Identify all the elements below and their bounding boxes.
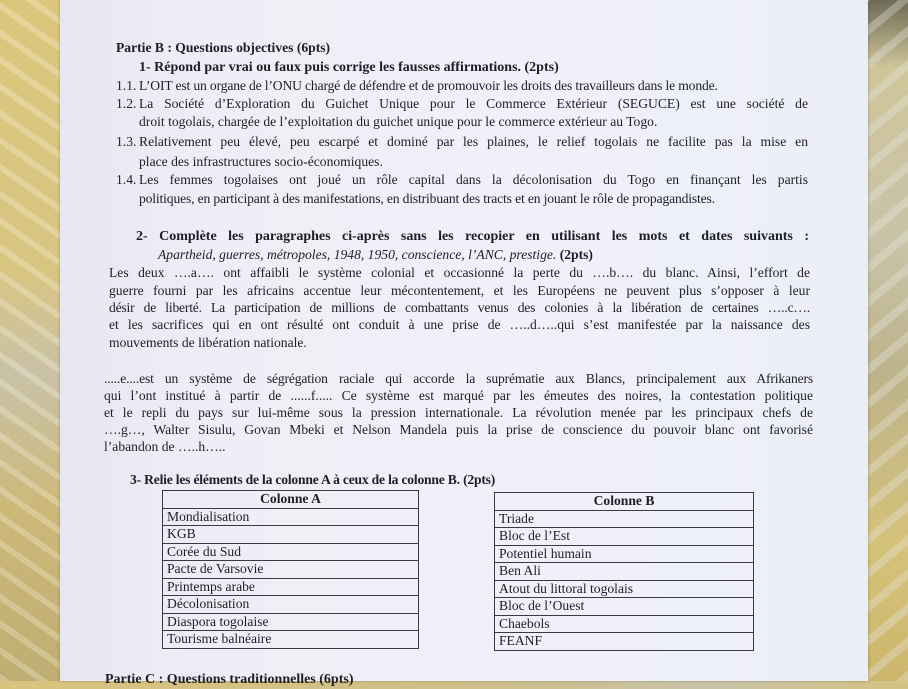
fabric-background-right <box>866 0 908 681</box>
partie-b-title: Partie B : Questions objectives (6pts) <box>116 40 331 55</box>
q1-heading: 1- Répond par vrai ou faux puis corrige les fausses affirmations. (2pts) <box>139 60 559 75</box>
q2-heading: 2- Complète les paragraphes ci-après sans les recopier en utilisant les mots et dates suivants : <box>136 229 809 244</box>
partie-c-title: Partie C : Questions traditionnelles (6pts) <box>105 672 354 687</box>
column-b-row: Bloc de l’Ouest <box>495 598 754 616</box>
q1-item-number: 1.1. <box>116 78 137 93</box>
q1-item-text: L’OIT est un organe de l’ONU chargé de défendre et de promouvoir les droits des travailleurs dans le monde. <box>139 78 718 93</box>
q2-p2-line: ….g…, Walter Sisulu, Govan Mbeki et Nelson Mandela puis la prise de conscience du pouvoir blanc ont favorisé <box>104 422 813 437</box>
q2-p1-line: guerre fourni par les africains accentue leur mécontentement, et les Européens ne peuvent plus s’opposer à leur <box>109 283 810 298</box>
q2-p1-line: mouvements de libération nationale. <box>109 335 307 350</box>
q2-p1-line: et les sacrifices qui en ont résulté ont conduit à une prise de …..d…..qui s’est manifestée par la naissance des <box>109 317 810 332</box>
q2-points: (2pts) <box>559 247 593 262</box>
column-a-row: Corée du Sud <box>163 543 419 561</box>
q1-item-number: 1.3. <box>116 134 137 149</box>
column-b-row: Atout du littoral togolais <box>495 580 754 598</box>
q2-p2-line: qui l’ont institué à partir de ......f..... Ce système est marqué par les émeutes des noires, la contestation politique <box>104 388 813 403</box>
q1-item-text: Relativement peu élevé, peu escarpé et dominé par les plaines, le relief togolais ne facilite pas la mise en <box>139 134 808 149</box>
column-a-row: KGB <box>163 526 419 544</box>
q2-word-bank-line <box>158 246 593 264</box>
column-b-row: Ben Ali <box>495 563 754 581</box>
column-a-row: Pacte de Varsovie <box>163 561 419 579</box>
fabric-background-left <box>0 0 62 681</box>
q1-item-number: 1.4. <box>116 172 137 187</box>
column-b-row: Chaebols <box>495 615 754 633</box>
q3-heading: 3- Relie les éléments de la colonne A à ceux de la colonne B. (2pts) <box>130 472 496 487</box>
q2-p2-line: l’abandon de …..h….. <box>104 439 226 454</box>
q2-word-bank: Apartheid, guerres, métropoles, 1948, 1950, conscience, l’ANC, prestige. <box>158 247 557 262</box>
column-a-table <box>162 490 419 649</box>
column-b-row: Bloc de l’Est <box>495 528 754 546</box>
q2-p2-line: .....e....est un système de ségrégation raciale qui accorde la suprématie aux Blancs, principalement aux Afrikaners <box>104 371 813 386</box>
column-b-row: FEANF <box>495 633 754 651</box>
q2-p1-line: désir de liberté. La participation de millions de combattants venus des colonies à la libération de certaines …..c…. <box>109 300 810 315</box>
column-b-row: Triade <box>495 510 754 528</box>
column-a-row: Mondialisation <box>163 508 419 526</box>
column-b-header: Colonne B <box>495 493 754 511</box>
q1-item-text: La Société d’Exploration du Guichet Unique pour le Commerce Extérieur (SEGUCE) est une société de <box>139 96 808 111</box>
q1-item-text-cont: politiques, en participant à des manifestations, en distribuant des tracts et en jouant le rôle de propagandistes. <box>139 191 715 206</box>
column-a-row: Tourisme balnéaire <box>163 631 419 649</box>
q1-item-text: Les femmes togolaises ont joué un rôle capital dans la décolonisation du Togo en finançant les partis <box>139 172 808 187</box>
column-b-row: Potentiel humain <box>495 545 754 563</box>
column-b-table <box>494 492 754 651</box>
q2-p1-line: Les deux ….a…. ont affaibli le système colonial et occasionné la perte du ….b…. du blanc. Ainsi, l’effort de <box>109 265 810 280</box>
column-a-row: Printemps arabe <box>163 578 419 596</box>
column-a-row: Diaspora togolaise <box>163 613 419 631</box>
q1-item-number: 1.2. <box>116 96 137 111</box>
q2-p2-line: et le repli du pays sur lui-même sous la pression internationale. La révolution menée par les principaux chefs de <box>104 405 813 420</box>
q1-item-text-cont: droit togolais, chargée de l’exploitation du guichet unique pour le commerce extérieur au Togo. <box>139 114 658 129</box>
column-a-row: Décolonisation <box>163 596 419 614</box>
column-a-header: Colonne A <box>163 491 419 509</box>
q1-item-text-cont: place des infrastructures socio-économiques. <box>139 154 383 169</box>
